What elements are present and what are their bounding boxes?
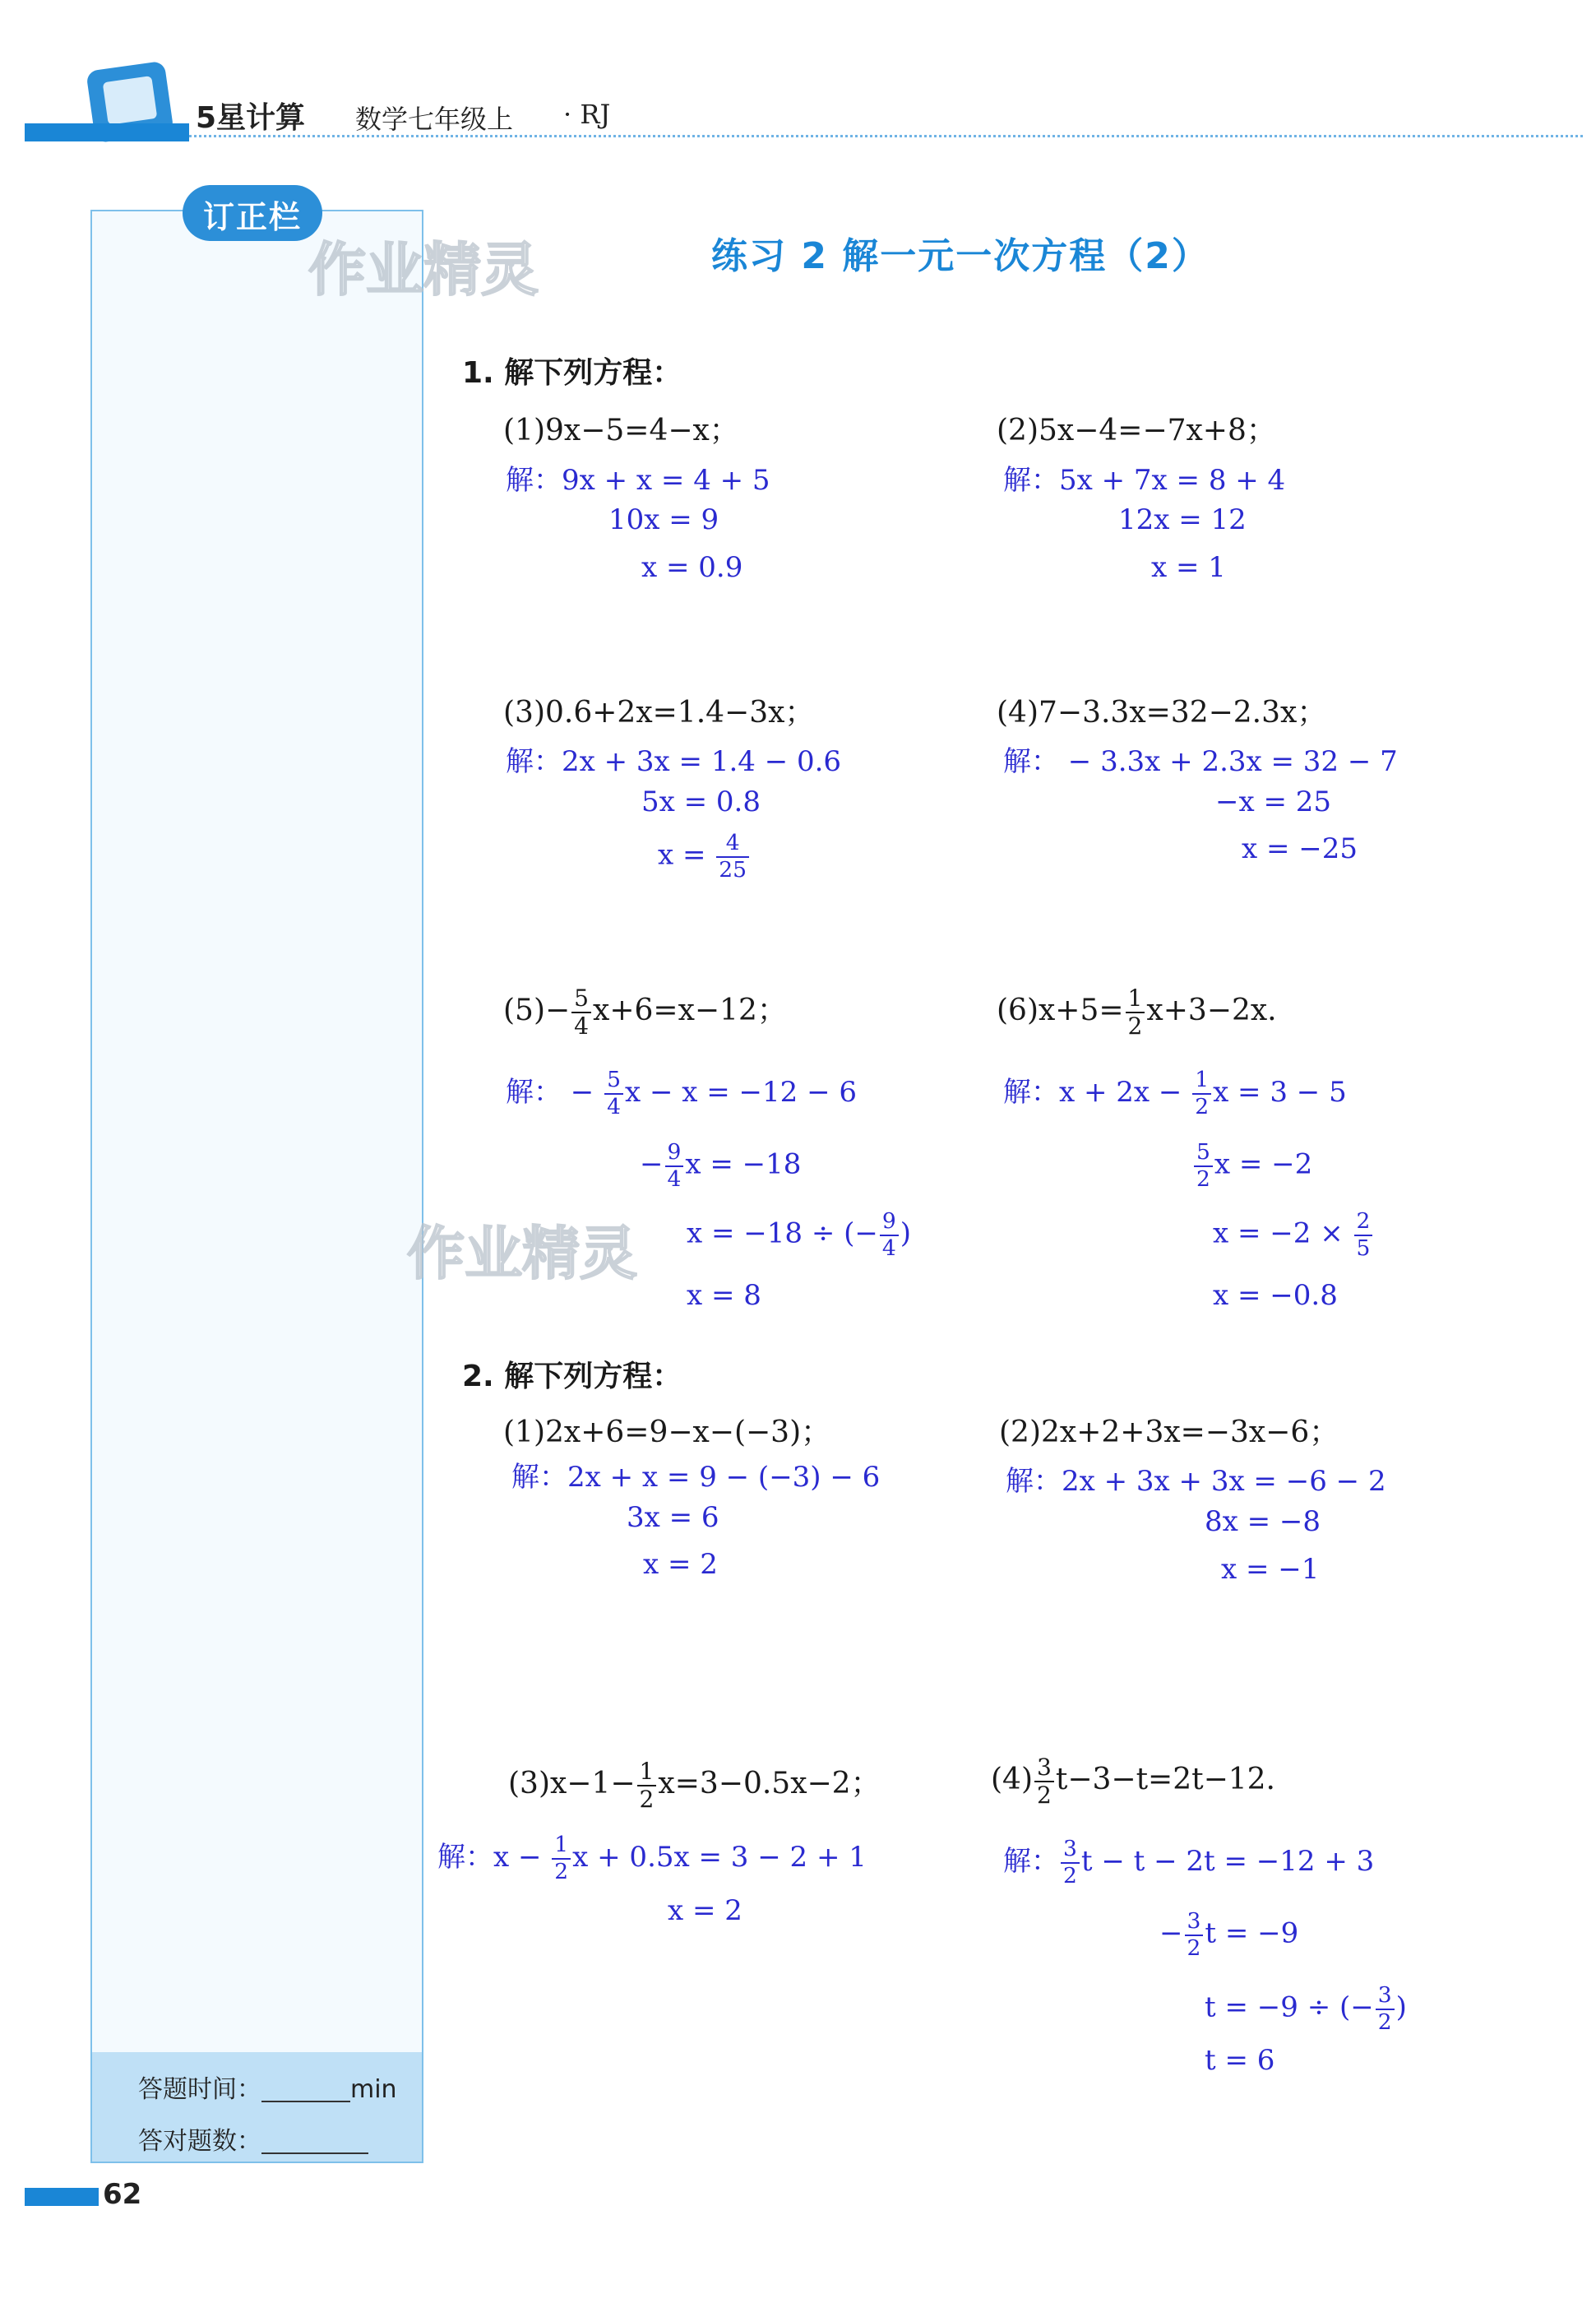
step-text: x = bbox=[658, 838, 715, 872]
q2-p2-step2: 8x = −8 bbox=[1205, 1505, 1321, 1538]
q2-p2-equation bbox=[999, 1409, 1339, 1451]
q1-p1-step3: x = 0.9 bbox=[641, 551, 743, 584]
fraction bbox=[880, 1208, 899, 1261]
q2-p1-step1: 解：2x + x = 9 − (−3) − 6 bbox=[511, 1461, 881, 1494]
fraction bbox=[1126, 987, 1145, 1038]
denominator: 2 bbox=[1377, 2009, 1392, 2035]
q1-p1-step1: 解：9x + x = 4 + 5 bbox=[506, 464, 770, 497]
sidebar-tab-label: 订正栏 bbox=[202, 199, 302, 235]
numerator: 5 bbox=[571, 987, 591, 1013]
q1-p5-step1 bbox=[506, 1069, 857, 1119]
header-subject: 数学七年级上 bbox=[355, 104, 514, 135]
denominator: 2 bbox=[1063, 1863, 1077, 1888]
q1-p5-step4: x = 8 bbox=[687, 1279, 761, 1312]
q1-p6-step1 bbox=[1003, 1069, 1347, 1119]
fraction bbox=[716, 832, 749, 881]
q1-p3-step3 bbox=[658, 832, 751, 881]
problem-equation: x+5= bbox=[1039, 994, 1124, 1028]
q1-p2-equation bbox=[997, 407, 1276, 449]
denominator: 2 bbox=[1187, 1935, 1201, 1961]
q1-p6-step2 bbox=[1192, 1139, 1313, 1192]
q2-p1-step3: x = 2 bbox=[643, 1548, 718, 1581]
q1-p6-step4: x = −0.8 bbox=[1213, 1279, 1338, 1312]
problem-equation: x=3−0.5x−2； bbox=[658, 1767, 881, 1801]
fraction bbox=[1354, 1208, 1373, 1261]
numerator: 9 bbox=[665, 1142, 684, 1167]
q2-p4-step1 bbox=[1003, 1838, 1374, 1888]
numerator: 4 bbox=[716, 832, 749, 858]
step-text: ) bbox=[900, 1216, 912, 1250]
correct-count-label: 答对题数： bbox=[138, 2127, 261, 2156]
problem-label: (2) bbox=[999, 1416, 1041, 1449]
header-bar bbox=[25, 123, 189, 141]
book-icon-inner bbox=[103, 76, 158, 125]
problem-equation: 2x+6=9−x−(−3)； bbox=[545, 1416, 831, 1449]
q1-p4-equation bbox=[997, 689, 1326, 731]
q2-p2-step3: x = −1 bbox=[1221, 1553, 1320, 1586]
watermark: 作业精灵 bbox=[308, 236, 539, 304]
denominator: 4 bbox=[574, 1012, 590, 1040]
numerator: 3 bbox=[1061, 1838, 1080, 1864]
q2-p1-equation bbox=[503, 1409, 830, 1451]
answer-time-blank[interactable] bbox=[261, 2085, 350, 2102]
fraction bbox=[1376, 1982, 1395, 2035]
watermark: 作业精灵 bbox=[407, 1220, 637, 1287]
fraction bbox=[1185, 1908, 1204, 1961]
numerator: 1 bbox=[1192, 1069, 1211, 1095]
q1-p2-step3: x = 1 bbox=[1151, 551, 1226, 584]
problem-label: (2) bbox=[997, 414, 1039, 447]
problem-equation: x+3−2x. bbox=[1146, 994, 1277, 1028]
answer-time-row bbox=[138, 2069, 397, 2105]
problem-equation: 2x+2+3x=−3x−6； bbox=[1041, 1416, 1339, 1449]
problem-label: (3) bbox=[503, 696, 545, 730]
fraction bbox=[604, 1069, 623, 1118]
correction-sidebar bbox=[90, 210, 423, 2163]
numerator: 1 bbox=[552, 1834, 571, 1860]
answer-time-unit: min bbox=[350, 2075, 397, 2104]
q2-p2-step1: 解：2x + 3x + 3x = −6 − 2 bbox=[1006, 1465, 1386, 1498]
denominator: 4 bbox=[607, 1094, 621, 1119]
numerator: 2 bbox=[1354, 1211, 1373, 1236]
step-text: 解：x + 2x − bbox=[1003, 1076, 1191, 1109]
header-brand: 5星计算 bbox=[196, 101, 306, 135]
q1-p6-equation bbox=[997, 987, 1277, 1038]
numerator: 3 bbox=[1034, 1756, 1054, 1782]
numerator: 3 bbox=[1185, 1911, 1204, 1936]
question-2-heading: 2. 解下列方程： bbox=[462, 1360, 682, 1393]
fraction bbox=[1034, 1754, 1054, 1810]
numerator: 5 bbox=[1194, 1142, 1213, 1167]
denominator: 2 bbox=[1127, 1012, 1143, 1040]
problem-label: (4) bbox=[991, 1763, 1033, 1797]
step-text: 解： bbox=[1003, 1845, 1059, 1878]
problem-equation: 7−3.3x=32−2.3x； bbox=[1039, 696, 1327, 730]
numerator: 1 bbox=[637, 1760, 657, 1786]
step-text: t = −9 ÷ (− bbox=[1205, 1990, 1374, 2024]
step-text: x = 3 − 5 bbox=[1213, 1076, 1347, 1109]
step-text: x + 0.5x = 3 − 2 + 1 bbox=[572, 1841, 867, 1874]
q2-p4-equation bbox=[991, 1754, 1275, 1810]
page-number: 62 bbox=[103, 2178, 142, 2211]
q2-p3-step1 bbox=[437, 1834, 867, 1884]
q2-p3-equation bbox=[508, 1758, 881, 1814]
problem-equation: 5x−4=−7x+8； bbox=[1039, 414, 1276, 447]
q1-p1-step2: 10x = 9 bbox=[608, 503, 719, 536]
q1-p1-equation bbox=[503, 407, 739, 449]
q1-p2-step2: 12x = 12 bbox=[1118, 503, 1247, 536]
problem-equation: x+6=x−12； bbox=[593, 994, 787, 1028]
question-1-heading: 1. 解下列方程： bbox=[462, 356, 682, 390]
fraction bbox=[1061, 1838, 1080, 1887]
page-number-bar bbox=[25, 2188, 99, 2206]
q1-p4-step1: 解： − 3.3x + 2.3x = 32 − 7 bbox=[1003, 745, 1398, 778]
problem-equation: x−1− bbox=[550, 1767, 636, 1801]
header-edition: · RJ bbox=[563, 99, 611, 130]
problem-label: (3) bbox=[508, 1767, 550, 1801]
correct-count-blank[interactable] bbox=[261, 2137, 368, 2154]
step-text: ) bbox=[1395, 1990, 1407, 2024]
q1-p2-step1: 解：5x + 7x = 8 + 4 bbox=[1003, 464, 1286, 497]
fraction bbox=[665, 1139, 684, 1192]
fraction bbox=[571, 987, 591, 1038]
numerator: 1 bbox=[1126, 987, 1145, 1013]
numerator: 3 bbox=[1376, 1985, 1395, 2010]
q1-p3-step1: 解：2x + 3x = 1.4 − 0.6 bbox=[506, 745, 842, 778]
denominator: 2 bbox=[554, 1859, 569, 1884]
step-text: x = −18 ÷ (− bbox=[687, 1216, 878, 1250]
q1-p5-step2 bbox=[640, 1139, 802, 1192]
fraction bbox=[1192, 1069, 1211, 1118]
q1-p4-step3: x = −25 bbox=[1242, 832, 1358, 865]
q2-p4-step2 bbox=[1159, 1908, 1299, 1961]
denominator: 2 bbox=[1037, 1782, 1052, 1810]
problem-label: (1) bbox=[503, 414, 545, 447]
q2-p1-step2: 3x = 6 bbox=[627, 1501, 719, 1534]
q2-p4-step4: t = 6 bbox=[1205, 2044, 1275, 2077]
fraction bbox=[552, 1834, 571, 1883]
q2-p4-step3 bbox=[1205, 1982, 1407, 2035]
fraction bbox=[637, 1758, 657, 1814]
problem-equation: 0.6+2x=1.4−3x； bbox=[545, 696, 815, 730]
step-text: x − x = −12 − 6 bbox=[624, 1076, 858, 1109]
step-text: 解： − bbox=[506, 1076, 604, 1109]
problem-label: (4) bbox=[997, 696, 1039, 730]
denominator: 25 bbox=[719, 856, 747, 883]
denominator: 5 bbox=[1356, 1235, 1371, 1261]
problem-equation: t−3−t=2t−12. bbox=[1055, 1763, 1275, 1797]
step-text: − bbox=[640, 1147, 664, 1181]
denominator: 4 bbox=[881, 1235, 896, 1261]
problem-equation: − bbox=[545, 994, 571, 1028]
correct-count-row bbox=[138, 2120, 368, 2157]
step-text: − bbox=[1159, 1916, 1183, 1950]
denominator: 2 bbox=[1195, 1094, 1210, 1119]
q1-p5-equation bbox=[503, 987, 787, 1038]
fraction bbox=[1194, 1139, 1213, 1192]
problem-equation: 9x−5=4−x； bbox=[545, 414, 739, 447]
step-text: x = −2 × bbox=[1213, 1216, 1353, 1250]
q1-p3-equation bbox=[503, 689, 814, 731]
page-title: 练习 2 解一元一次方程（2） bbox=[711, 235, 1210, 277]
step-text: x = −18 bbox=[685, 1147, 802, 1181]
q1-p6-step3 bbox=[1213, 1208, 1374, 1261]
numerator: 5 bbox=[604, 1069, 623, 1095]
denominator: 4 bbox=[667, 1165, 682, 1192]
numerator: 9 bbox=[880, 1211, 899, 1236]
answer-time-label: 答题时间： bbox=[138, 2075, 261, 2104]
q1-p5-step3 bbox=[687, 1208, 912, 1261]
q1-p4-step2: −x = 25 bbox=[1215, 785, 1332, 818]
step-text: t = −9 bbox=[1205, 1916, 1299, 1950]
problem-label: (5) bbox=[503, 994, 545, 1028]
problem-label: (6) bbox=[997, 994, 1039, 1028]
step-text: x = −2 bbox=[1214, 1147, 1313, 1181]
q1-p3-step2: 5x = 0.8 bbox=[641, 785, 761, 818]
step-text: 解：x − bbox=[437, 1841, 551, 1874]
step-text: t − t − 2t = −12 + 3 bbox=[1080, 1845, 1375, 1878]
denominator: 2 bbox=[639, 1786, 655, 1814]
denominator: 2 bbox=[1196, 1165, 1210, 1192]
q2-p3-step2: x = 2 bbox=[668, 1894, 742, 1927]
problem-label: (1) bbox=[503, 1416, 545, 1449]
